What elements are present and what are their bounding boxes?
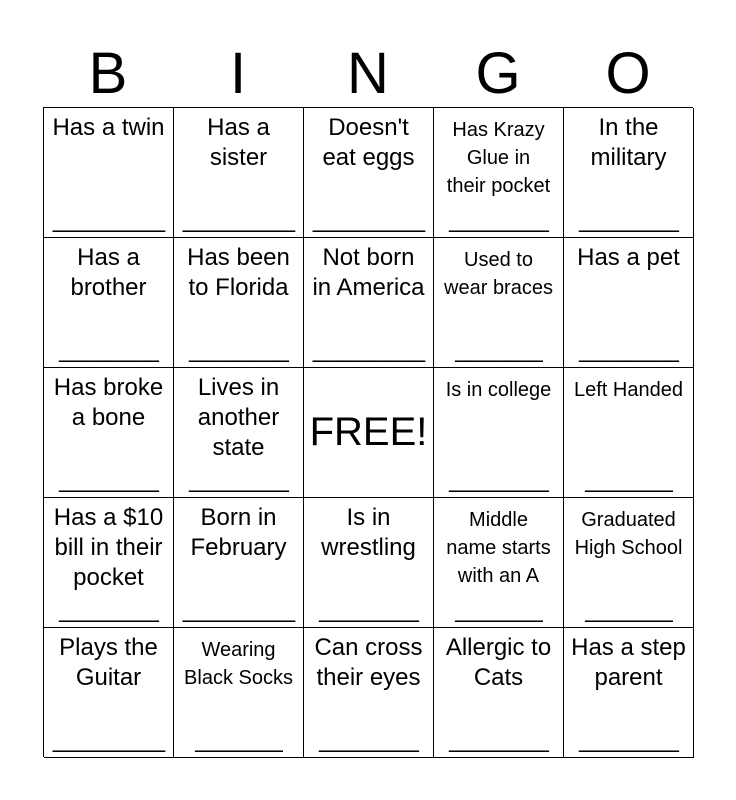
signature-line: ________ — [189, 336, 288, 363]
bingo-cell[interactable] — [434, 498, 564, 628]
signature-line: _________ — [312, 206, 425, 233]
signature-line: _________ — [182, 596, 295, 623]
signature-line: _______ — [455, 596, 542, 623]
bingo-cell[interactable] — [434, 238, 564, 368]
cell-text: Doesn't eat eggs — [322, 114, 415, 171]
cell-text: Can cross their eyes — [314, 634, 423, 691]
free-space-label: FREE! — [309, 410, 428, 454]
cell-text: Has a brother — [70, 244, 147, 301]
cell-text: Lives in another state — [197, 374, 280, 461]
bingo-cell[interactable] — [174, 498, 304, 628]
bingo-cell[interactable] — [44, 108, 174, 238]
cell-text: Has a twin — [52, 114, 165, 141]
header-letter-n: N — [347, 41, 389, 106]
signature-line: _______ — [585, 596, 672, 623]
signature-line: _______ — [455, 336, 542, 363]
cell-text: Born in February — [190, 504, 287, 561]
cell-text: Has been to Florida — [187, 244, 290, 301]
signature-line: _________ — [312, 336, 425, 363]
bingo-cell[interactable] — [434, 108, 564, 238]
signature-line: ________ — [59, 466, 158, 493]
header-letter-i: I — [229, 41, 247, 106]
bingo-cell[interactable] — [304, 498, 434, 628]
cell-text: Has a $10 bill in their pocket — [53, 504, 164, 591]
signature-line: _______ — [195, 726, 282, 753]
bingo-cell[interactable] — [174, 628, 304, 758]
bingo-cell[interactable] — [564, 628, 694, 758]
cell-text: Is in wrestling — [321, 504, 416, 561]
cell-text: Used to wear braces — [444, 249, 553, 299]
cell-text: In the military — [590, 114, 667, 171]
header-letter-g: G — [475, 41, 521, 106]
signature-line: _________ — [182, 206, 295, 233]
cell-text: Wearing Black Socks — [184, 639, 293, 689]
signature-line: _______ — [585, 466, 672, 493]
signature-line: _________ — [52, 206, 165, 233]
cell-text: Allergic to Cats — [445, 634, 552, 691]
bingo-cell[interactable] — [44, 498, 174, 628]
cell-text: Graduated High School — [574, 509, 683, 559]
signature-line: ________ — [449, 206, 548, 233]
cell-text: Has a sister — [207, 114, 270, 171]
bingo-cell[interactable] — [564, 368, 694, 498]
signature-line: ________ — [449, 466, 548, 493]
signature-line: ________ — [579, 206, 678, 233]
header-letter-o: O — [605, 41, 651, 106]
bingo-cell[interactable] — [44, 368, 174, 498]
bingo-cell[interactable] — [304, 238, 434, 368]
signature-line: ________ — [319, 726, 418, 753]
bingo-cell[interactable] — [434, 368, 564, 498]
bingo-cell[interactable] — [434, 628, 564, 758]
cell-text: Plays the Guitar — [59, 634, 158, 691]
bingo-cell[interactable] — [304, 628, 434, 758]
bingo-cell[interactable] — [564, 238, 694, 368]
signature-line: ________ — [579, 726, 678, 753]
free-cell[interactable] — [304, 368, 434, 498]
signature-line: ________ — [449, 726, 548, 753]
bingo-cell[interactable] — [44, 628, 174, 758]
bingo-cell[interactable] — [564, 498, 694, 628]
bingo-board — [43, 107, 693, 757]
signature-line: ________ — [319, 596, 418, 623]
bingo-cell[interactable] — [174, 108, 304, 238]
cell-text: Has a pet — [577, 244, 680, 271]
bingo-cell[interactable] — [564, 108, 694, 238]
signature-line: ________ — [579, 336, 678, 363]
cell-text: Middle name starts with an A — [446, 509, 551, 587]
header-letter-b: B — [88, 41, 128, 106]
bingo-cell[interactable] — [44, 238, 174, 368]
cell-text: Has broke a bone — [53, 374, 164, 431]
bingo-cell[interactable] — [174, 238, 304, 368]
signature-line: ________ — [59, 336, 158, 363]
signature-line: _________ — [52, 726, 165, 753]
cell-text: Left Handed — [574, 379, 683, 401]
cell-text: Is in college — [445, 379, 552, 401]
bingo-cell[interactable] — [174, 368, 304, 498]
bingo-cell[interactable] — [304, 108, 434, 238]
cell-text: Has Krazy Glue in their pocket — [446, 119, 551, 197]
signature-line: ________ — [189, 466, 288, 493]
cell-text: Has a step parent — [571, 634, 686, 691]
bingo-header — [43, 40, 693, 108]
cell-text: Not born in America — [312, 244, 425, 301]
signature-line: ________ — [59, 596, 158, 623]
